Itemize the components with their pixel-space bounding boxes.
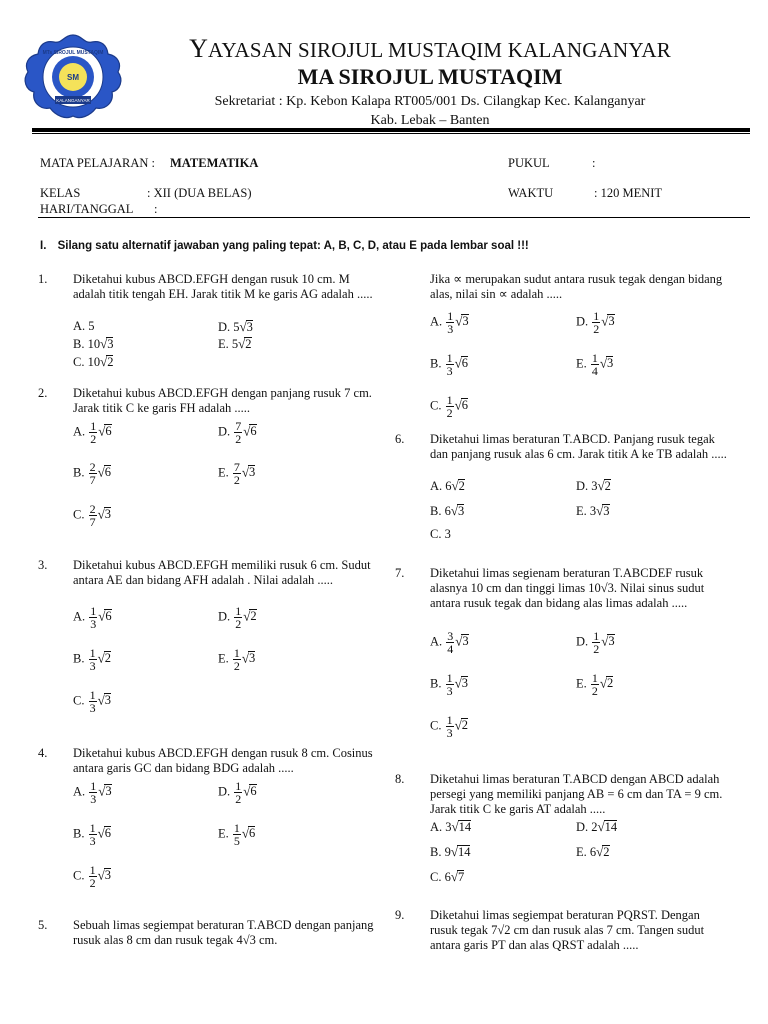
time-label: PUKUL bbox=[508, 156, 550, 170]
question-number: 3. bbox=[38, 558, 48, 572]
question-number: 1. bbox=[38, 272, 48, 286]
logo-ring-text: MTs SIROJUL MUSTAQIM bbox=[42, 50, 104, 56]
option-e[interactable]: E. 3√3 bbox=[576, 503, 610, 518]
option-d[interactable]: D. 3√2 bbox=[576, 478, 611, 493]
address-line-2: Kab. Lebak – Banten bbox=[370, 113, 490, 128]
question-7 bbox=[395, 566, 755, 751]
option-a[interactable]: A. $\frac{1}{3}$ √6 bbox=[73, 604, 112, 631]
address bbox=[0, 92, 768, 130]
question-6 bbox=[395, 432, 755, 542]
option-e[interactable]: E. $\frac{1}{2}$ √3 bbox=[218, 646, 256, 673]
option-d[interactable]: D. $\frac{7}{2}$ √6 bbox=[218, 419, 257, 446]
option-b[interactable]: B. $\frac{1}{3}$ √2 bbox=[73, 646, 111, 673]
option-c[interactable]: C. 10√2 bbox=[73, 354, 114, 369]
question-text: Diketahui kubus ABCD.EFGH memiliki rusuk 6 cm. Sudut antara AE dan bidang AFH adalah . Nilai adalah ..... bbox=[73, 558, 371, 587]
option-a[interactable]: A. $\frac{1}{2}$ √6 bbox=[73, 419, 112, 446]
question-text-continued: Jika ∝ merupakan sudut antara rusuk tegak dengan bidang alas, nilai sin ∝ adalah ..... bbox=[430, 272, 723, 301]
option-b[interactable]: B. 10√3 bbox=[73, 336, 114, 351]
class-label: KELAS bbox=[40, 186, 81, 200]
option-a[interactable]: A. $\frac{1}{3}$ √3 bbox=[430, 309, 469, 336]
question-8 bbox=[395, 772, 755, 887]
question-text: Diketahui kubus ABCD.EFGH dengan rusuk 10 cm. M adalah titik tengah EH. Jarak titik M ke garis AG adalah ..... bbox=[73, 272, 373, 301]
foundation-text: AYASAN SIROJUL MUSTAQIM KALANGANYAR bbox=[208, 38, 671, 62]
question-3 bbox=[38, 558, 378, 723]
option-b[interactable]: B. $\frac{1}{3}$ √6 bbox=[73, 821, 111, 848]
option-e[interactable]: E. $\frac{1}{5}$ √6 bbox=[218, 821, 256, 848]
info-rule bbox=[38, 217, 750, 218]
option-d[interactable]: D. $\frac{1}{2}$ √2 bbox=[218, 604, 257, 631]
option-e[interactable]: E. $\frac{1}{4}$ √3 bbox=[576, 351, 614, 378]
option-e[interactable]: E. $\frac{1}{2}$ √2 bbox=[576, 671, 614, 698]
option-c[interactable]: C. 6√7 bbox=[430, 869, 465, 884]
option-d[interactable]: D. $\frac{1}{2}$ √6 bbox=[218, 779, 257, 806]
question-number: 8. bbox=[395, 772, 405, 786]
option-d[interactable]: D. $\frac{1}{2}$ √3 bbox=[576, 629, 615, 656]
school-name: MA SIROJUL MUSTAQIM bbox=[297, 64, 563, 89]
question-text: Diketahui limas beraturan T.ABCD. Panjang rusuk tegak dan panjang rusuk alas 6 cm. Jarak titik A ke TB adalah ..... bbox=[430, 432, 727, 461]
time-value: : bbox=[592, 156, 596, 170]
instruction-text: Silang satu alternatif jawaban yang paling tepat: A, B, C, D, atau E pada lembar soal !!! bbox=[57, 240, 529, 252]
question-number: 5. bbox=[38, 918, 48, 932]
option-a[interactable]: A. $\frac{3}{4}$ √3 bbox=[430, 629, 469, 656]
header-rule-thick bbox=[32, 128, 750, 132]
subject-value: MATEMATIKA bbox=[170, 156, 259, 170]
option-a[interactable]: A. $\frac{1}{3}$ √3 bbox=[73, 779, 112, 806]
option-c[interactable]: C. $\frac{2}{7}$ √3 bbox=[73, 502, 111, 529]
day-value: : bbox=[154, 202, 158, 216]
option-a[interactable]: A. 5 bbox=[73, 319, 95, 333]
header-rule-thin bbox=[32, 133, 750, 134]
option-c[interactable]: C. $\frac{1}{2}$ √3 bbox=[73, 863, 111, 890]
question-number: 2. bbox=[38, 386, 48, 400]
question-number: 6. bbox=[395, 432, 405, 446]
option-c[interactable]: C. $\frac{1}{3}$ √3 bbox=[73, 688, 111, 715]
option-c[interactable]: C. 3 bbox=[430, 527, 451, 541]
option-c[interactable]: C. $\frac{1}{2}$ √6 bbox=[430, 393, 468, 420]
option-e[interactable]: E. $\frac{7}{2}$ √3 bbox=[218, 460, 256, 487]
question-2 bbox=[38, 386, 378, 536]
option-b[interactable]: B. 6√3 bbox=[430, 503, 465, 518]
question-number: 4. bbox=[38, 746, 48, 760]
instruction bbox=[40, 240, 529, 252]
duration-value: : 120 MENIT bbox=[594, 186, 663, 200]
question-9 bbox=[395, 908, 755, 978]
option-b[interactable]: B. 9√14 bbox=[430, 844, 471, 859]
class-value: : XII (DUA BELAS) bbox=[147, 186, 252, 200]
option-e[interactable]: E. 5√2 bbox=[218, 336, 252, 351]
address-line-1: Sekretariat : Kp. Kebon Kalapa RT005/001 Ds. Cilangkap Kec. Kalanganyar bbox=[214, 94, 646, 109]
question-number: 7. bbox=[395, 566, 405, 580]
question-text: Diketahui kubus ABCD.EFGH dengan panjang rusuk 7 cm. Jarak titik C ke garis FH adalah ..... bbox=[73, 386, 372, 415]
question-text: Diketahui kubus ABCD.EFGH dengan rusuk 8 cm. Cosinus antara garis GC dan bidang BDG adalah ..... bbox=[73, 746, 373, 775]
question-text: Diketahui limas segiempat beraturan PQRST. Dengan rusuk tegak 7√2 cm dan rusuk alas 7 cm. Tangen sudut antara garis PT dan alas QRST adalah ..... bbox=[430, 908, 705, 952]
logo-inner-text: SM bbox=[67, 73, 79, 82]
question-4 bbox=[38, 746, 378, 896]
question-text: Diketahui limas segienam beraturan T.ABCDEF rusuk alasnya 10 cm dan tinggi limas 10√3. Nilai sinus sudut antara rusuk tegak dan bidang alas limas adalah ..... bbox=[430, 566, 705, 610]
option-d[interactable]: D. $\frac{1}{2}$ √3 bbox=[576, 309, 615, 336]
foundation-name: YAYASAN SIROJUL MUSTAQIM KALANGANYAR bbox=[189, 34, 671, 63]
option-b[interactable]: B. $\frac{1}{3}$ √6 bbox=[430, 351, 468, 378]
duration-label: WAKTU bbox=[508, 186, 554, 200]
option-b[interactable]: B. $\frac{1}{3}$ √3 bbox=[430, 671, 468, 698]
option-d[interactable]: D. 5√3 bbox=[218, 319, 253, 334]
question-text: Diketahui limas beraturan T.ABCD dengan ABCD adalah persegi yang memiliki panjang AB = 6 cm dan TA = 9 cm. Jarak titik C ke garis AT adalah ..... bbox=[430, 772, 723, 816]
day-label: HARI/TANGGAL bbox=[40, 202, 134, 216]
logo-ribbon-text: KALANGANYAR bbox=[56, 98, 90, 103]
option-a[interactable]: A. 3√14 bbox=[430, 819, 472, 834]
question-number: 9. bbox=[395, 908, 405, 922]
option-e[interactable]: E. 6√2 bbox=[576, 844, 610, 859]
subject-label: MATA PELAJARAN : bbox=[40, 156, 155, 170]
option-c[interactable]: C. $\frac{1}{3}$ √2 bbox=[430, 713, 468, 740]
question-text: Sebuah limas segiempat beraturan T.ABCD dengan panjang rusuk alas 8 cm dan rusuk tegak 4√3 cm. bbox=[73, 918, 374, 947]
option-d[interactable]: D. 2√14 bbox=[576, 819, 618, 834]
question-1 bbox=[38, 272, 378, 372]
option-a[interactable]: A. 6√2 bbox=[430, 478, 465, 493]
question-5-continued bbox=[430, 272, 750, 422]
question-5 bbox=[38, 918, 378, 958]
option-b[interactable]: B. $\frac{2}{7}$ √6 bbox=[73, 460, 111, 487]
instruction-roman: I. bbox=[40, 240, 47, 252]
